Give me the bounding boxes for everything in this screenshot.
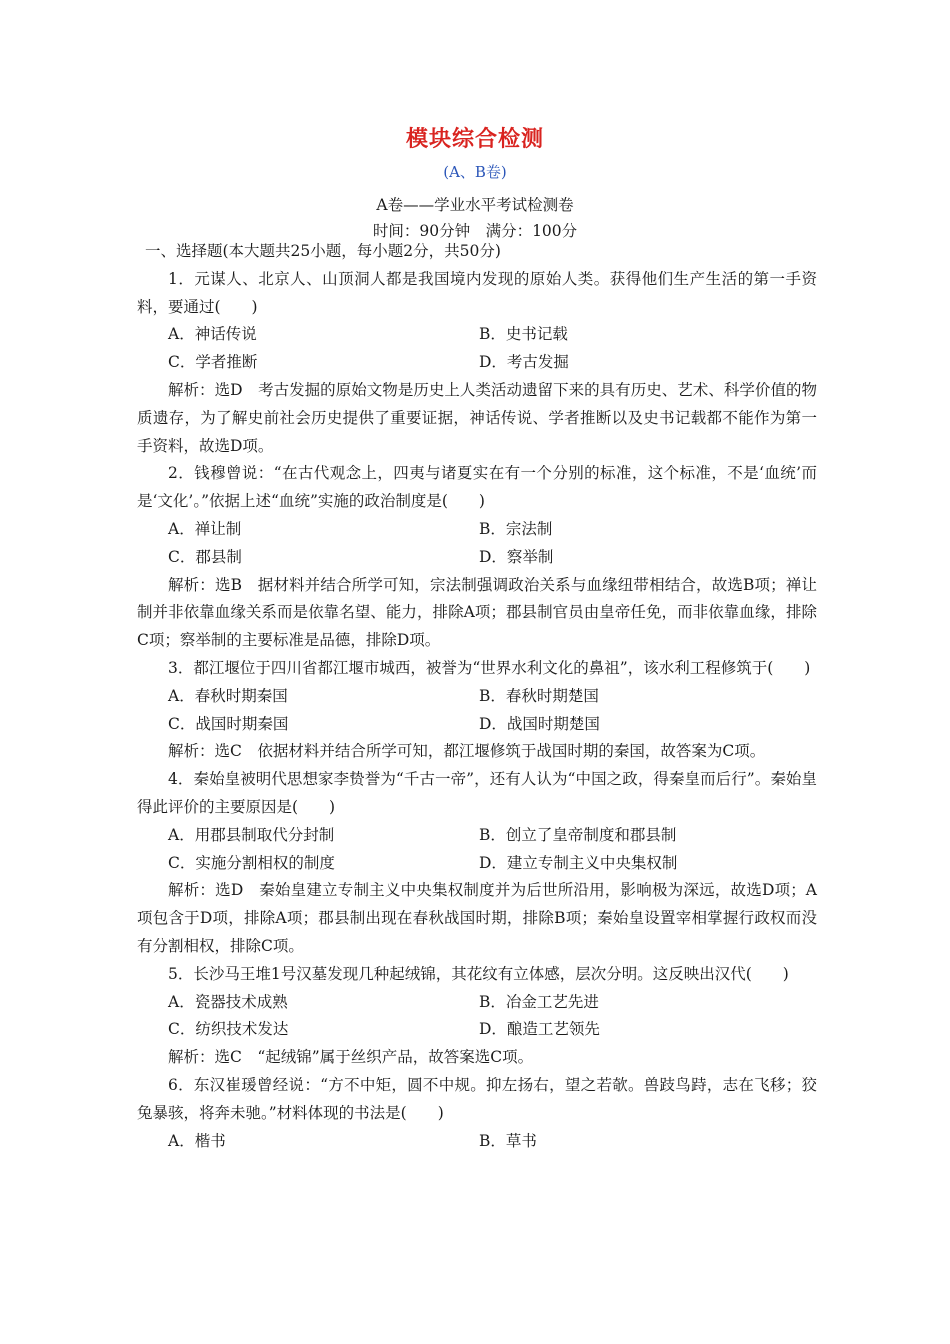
option-d: D．建立专制主义中央集权制 (479, 853, 678, 872)
question-5-analysis: 解析：选C “起绒锦”属于丝织产品，故答案选C项。 (168, 1048, 534, 1067)
time-info: 时间：90分钟 满分：100分 (372, 222, 578, 240)
question-2-analysis: 解析：选B 据材料并结合所学可知，宗法制强调政治关系与血缘纽带相结合，故选B项；禅让制并非依靠血缘关系而是依靠名望、能力，排除A项；郡县制官员由皇帝任免，而非依靠血缘，排除C项；察举制的主要标准是品德，排除D项。 (137, 575, 817, 650)
question-4-stem: 4．秦始皇被明代思想家李贽誉为“千古一帝”，还有人认为“中国之政，得秦皇而后行”。秦始皇得此评价的主要原因是( ) (137, 770, 817, 816)
question-2-options-row1 (137, 516, 817, 544)
option-c: C．战国时期秦国 (168, 714, 289, 733)
question-1-options-row2 (137, 349, 817, 377)
option-a: A．用郡县制取代分封制 (168, 825, 335, 844)
question-3-options-row2 (137, 711, 817, 739)
question-3-stem: 3．都江堰位于四川省都江堰市城西，被誉为“世界水利文化的鼻祖”，该水利工程修筑于( ) (168, 658, 811, 677)
option-a: A．神话传说 (168, 325, 257, 344)
question-6-stem: 6．东汉崔瑗曾经说：“方不中矩，圆不中规。抑左扬右，望之若欹。兽跂鸟跱，志在飞移；狡兔暴骇，将奔未驰。”材料体现的书法是( ) (137, 1075, 817, 1122)
option-c: C．学者推断 (168, 353, 258, 372)
option-d: D．察举制 (479, 547, 554, 566)
paper-name: A卷——学业水平考试检测卷 (376, 196, 574, 214)
option-a: A．禅让制 (168, 519, 242, 538)
question-5-options-row1 (137, 989, 817, 1017)
option-a: A．瓷器技术成熟 (168, 992, 288, 1011)
option-a: A．春秋时期秦国 (168, 686, 288, 705)
question-1-stem: 1．元谋人、北京人、山顶洞人都是我国境内发现的原始人类。获得他们生产生活的第一手资料，要通过( ) (137, 269, 817, 316)
question-4-options-row1 (137, 822, 817, 850)
option-d: D．酿造工艺领先 (479, 1020, 600, 1039)
question-6-options-row1 (137, 1128, 817, 1156)
doc-title: 模块综合检测 (405, 126, 544, 152)
question-3-analysis: 解析：选C 依据材料并结合所学可知，都江堰修筑于战国时期的秦国，故答案为C项。 (168, 742, 766, 761)
option-d: D．战国时期楚国 (479, 714, 600, 733)
question-1-options-row1 (137, 321, 817, 349)
question-5-options-row2 (137, 1016, 817, 1044)
option-c: C．实施分割相权的制度 (168, 853, 335, 872)
question-4-analysis: 解析：选D 秦始皇建立专制主义中央集权制度并为后世所沿用，影响极为深远，故选D项；A项包含于D项，排除A项；郡县制出现在春秋战国时期，排除B项；秦始皇设置宰相掌握行政权而没有分割相权，排除C项。 (137, 881, 817, 955)
option-b: B．草书 (479, 1131, 537, 1150)
question-1-analysis: 解析：选D 考古发掘的原始文物是历史上人类活动遗留下来的具有历史、艺术、科学价值的物质遗存，为了解史前社会历史提供了重要证据，神话传说、学者推断以及史书记载都不能作为第一手资料，故选D项。 (137, 380, 817, 455)
option-b: B．史书记载 (479, 325, 568, 344)
option-b: B．冶金工艺先进 (479, 992, 599, 1011)
option-c: C．郡县制 (168, 547, 242, 566)
option-d: D．考古发掘 (479, 353, 569, 372)
question-3-options-row1 (137, 683, 817, 711)
option-b: B．春秋时期楚国 (479, 686, 599, 705)
option-a: A．楷书 (168, 1131, 226, 1150)
question-2-options-row2 (137, 544, 817, 572)
question-list (137, 238, 817, 1155)
question-4-options-row2 (137, 850, 817, 878)
section-heading: 一、选择题(本大题共25小题，每小题2分，共50分) (145, 242, 501, 260)
option-b: B．宗法制 (479, 519, 553, 538)
question-2-stem: 2．钱穆曾说：“在古代观念上，四夷与诸夏实在有一个分别的标准，这个标准，不是‘血统’而是‘文化’。”依据上述“血统”实施的政治制度是( ) (137, 464, 817, 511)
option-b: B．创立了皇帝制度和郡县制 (479, 825, 677, 844)
doc-subtitle: (A、B卷) (443, 163, 507, 181)
question-5-stem: 5．长沙马王堆1号汉墓发现几种起绒锦，其花纹有立体感，层次分明。这反映出汉代( ) (168, 964, 789, 983)
option-c: C．纺织技术发达 (168, 1020, 289, 1039)
